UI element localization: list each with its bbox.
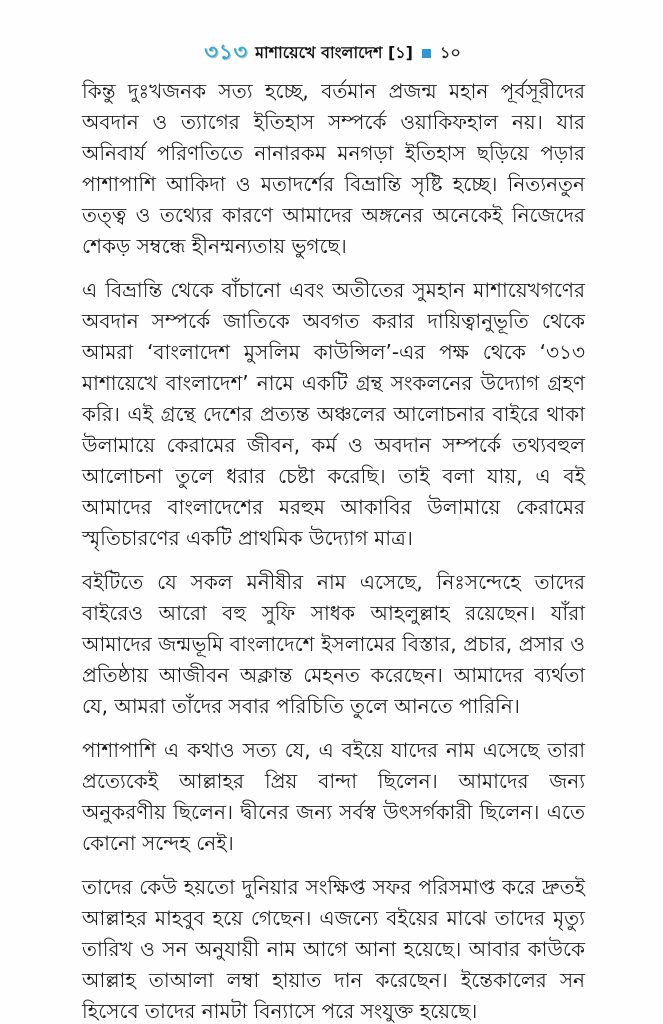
paragraph-5: তাদের কেউ হয়তো দুনিয়ার সংক্ষিপ্ত সফর পরিসমাপ্ত করে দ্রুতই আল্লাহর মাহবুব হয়ে গেছেন। এজন্যে বইয়ের মাঝে তাদের মৃত্যু তারিখ ও সন অনুযায়ী নাম আগে আনা হয়েছে। আবার কাউকে আল্লাহ তাআলা লম্বা হায়াত দান করেছেন। ইন্তেকালের সন হিসেবে তাদের নামটা বিন্যাসে পরে সংযুক্ত হয়েছে। [82, 875, 585, 1023]
paragraph-1: কিন্তু দুঃখজনক সত্য হচ্ছে, বর্তমান প্রজন্ম মহান পূর্বসূরীদের অবদান ও ত্যাগের ইতিহাস সম্পর্কে ওয়াকিফহাল নয়। যার অনিবার্য পরিণতিতে নানারকম মনগড়া ইতিহাস ছড়িয়ে পড়ার পাশাপাশি আকিদা ও মতাদর্শের বিভ্রান্তি সৃষ্টি হচ্ছে। নিত্যনতুন তত্ত্ব ও তথ্যের কারণে আমাদের অঙ্গনের অনেকেই নিজেদের শেকড় সম্বন্ধে হীনম্মন্যতায় ভুগছে। [82, 79, 585, 258]
paragraph-4: পাশাপাশি এ কথাও সত্য যে, এ বইয়ে যাদের নাম এসেছে তারা প্রত্যেকেই আল্লাহর প্রিয় বান্দা ছিলেন। আমাদের জন্য অনুকরণীয় ছিলেন। দ্বীনের জন্য সর্বস্ব উৎসর্গকারী ছিলেন। এতে কোনো সন্দেহ নেই। [82, 738, 585, 855]
ornament-number: ৩১৩ [204, 40, 249, 64]
square-separator-icon [422, 49, 431, 58]
paragraph-2: এ বিভ্রান্তি থেকে বাঁচানো এবং অতীতের সুমহান মাশায়েখগণের অবদান সম্পর্কে জাতিকে অবগত করার দায়িত্বানুভূতি থেকে আমরা ‘বাংলাদেশ মুসলিম কাউন্সিল’-এর পক্ষ থেকে ‘৩১৩ মাশায়েখে বাংলাদেশ’ নামে একটি গ্রন্থ সংকলনের উদ্যোগ গ্রহণ করি। এই গ্রন্থে দেশের প্রত্যন্ত অঞ্চলের আলোচনার বাইরে থাকা উলামায়ে কেরামের জীবন, কর্ম ও অবদান সম্পর্কে তথ্যবহুল আলোচনা তুলে ধরার চেষ্টা করেছি। তাই বলা যায়, এ বই আমাদের বাংলাদেশের মরহুম আকাবির উলামায়ে কেরামের স্মৃতিচারণের একটি প্রাথমিক উদ্যোগ মাত্র। [82, 278, 585, 550]
book-title: মাশায়েখে বাংলাদেশ [১] [255, 43, 413, 62]
page-number: ১০ [440, 43, 461, 62]
paragraph-3: বইটিতে যে সকল মনীষীর নাম এসেছে, নিঃসন্দেহে তাদের বাইরেও আরো বহু সুফি সাধক আহলুল্লাহ রয়েছেন। যাঁরা আমাদের জন্মভূমি বাংলাদেশে ইসলামের বিস্তার, প্রচার, প্রসার ও প্রতিষ্ঠায় আজীবন অক্লান্ত মেহনত করেছেন। আমাদের ব্যর্থতা যে, আমরা তাঁদের সবার পরিচিতি তুলে আনতে পারিনি। [82, 570, 585, 718]
page-header [80, 36, 585, 71]
body-text [82, 76, 585, 1024]
